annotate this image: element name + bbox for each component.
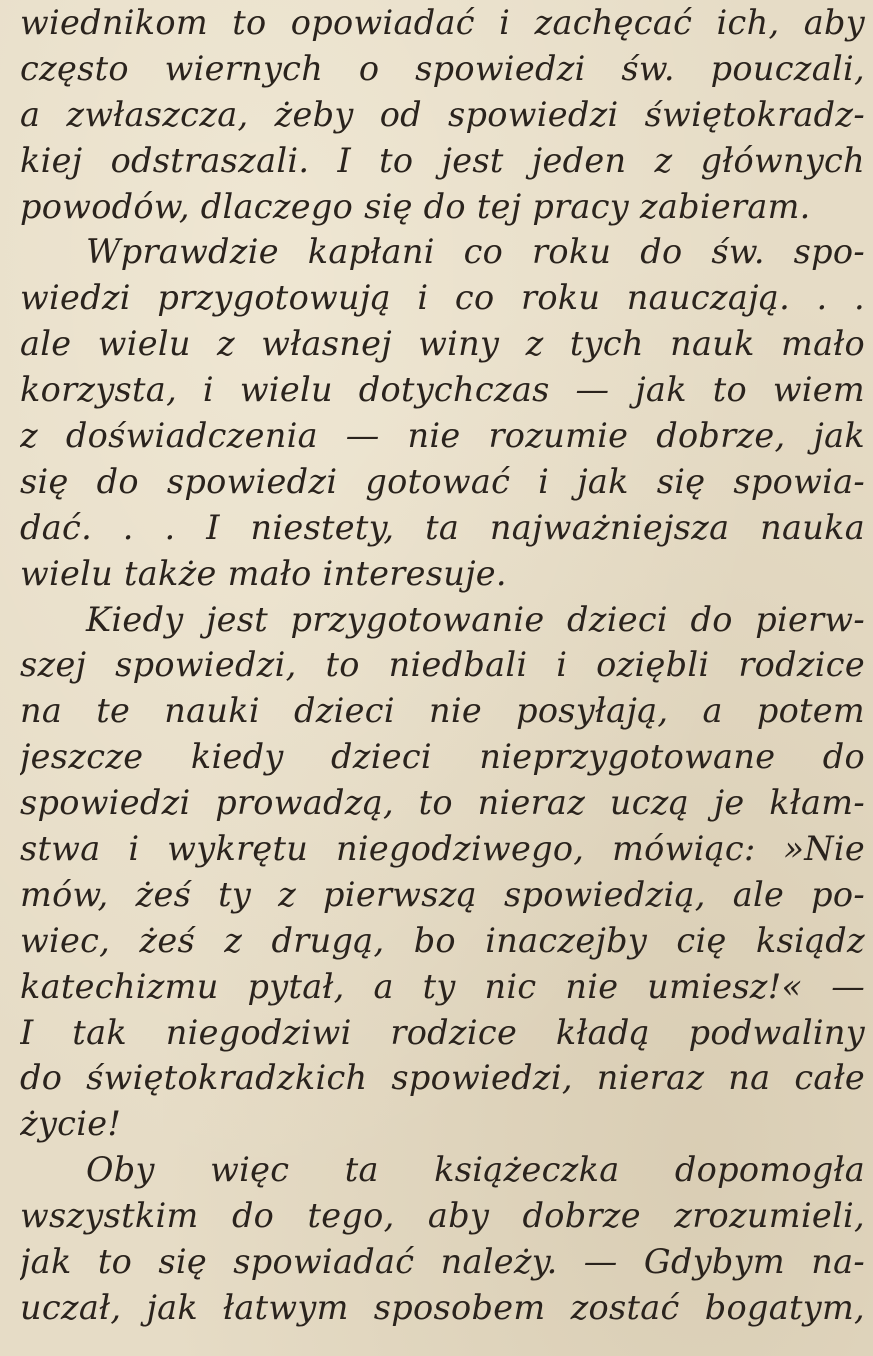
text-line: się do spowiedzi gotować i jak się spowia- bbox=[20, 461, 865, 501]
text-line: jeszcze kiedy dzieci nieprzygotowane do bbox=[20, 737, 865, 777]
text-line: katechizmu pytał, a ty nic nie umiesz!« — bbox=[20, 966, 865, 1006]
text-line: jak to się spowiadać należy. — Gdybym na- bbox=[20, 1242, 865, 1282]
text-line: wiednikom to opowiadać i zachęcać ich, aby bbox=[20, 3, 865, 42]
text-line: mów, żeś ty z pierwszą spowiedzią, ale po- bbox=[20, 874, 865, 914]
text-line: często wiernych o spowiedzi św. pouczali, bbox=[20, 48, 865, 88]
text-line: kiej odstraszali. I to jest jeden z głównych bbox=[20, 140, 865, 180]
text-line: korzysta, i wielu dotychczas — jak to wiem bbox=[20, 370, 865, 410]
text-line: a zwłaszcza, żeby od spowiedzi świętokradz- bbox=[20, 94, 865, 134]
text-line: powodów, dlaczego się do tej pracy zabieram. bbox=[20, 186, 811, 226]
text-line: wiec, żeś z drugą, bo inaczejby cię ksiądz bbox=[20, 920, 865, 960]
body-text bbox=[20, 0, 865, 1331]
text-line: wszystkim do tego, aby dobrze zrozumieli, bbox=[20, 1196, 865, 1236]
text-line: spowiedzi prowadzą, to nieraz uczą je kłam- bbox=[20, 783, 865, 823]
text-line: wiedzi przygotowują i co roku nauczają. . . bbox=[20, 278, 865, 318]
text-line: ale wielu z własnej winy z tych nauk mało bbox=[20, 324, 865, 364]
paragraph-start-line: Wprawdzie kapłani co roku do św. spo- bbox=[86, 232, 865, 272]
text-line: szej spowiedzi, to niedbali i oziębli rodzice bbox=[20, 645, 865, 685]
text-line: na te nauki dzieci nie posyłają, a potem bbox=[20, 691, 865, 731]
text-line: z doświadczenia — nie rozumie dobrze, jak bbox=[20, 416, 865, 456]
text-line: dać. . . I niestety, ta najważniejsza nauka bbox=[20, 507, 865, 547]
text-line: I tak niegodziwi rodzice kładą podwaliny bbox=[20, 1012, 865, 1052]
text-line: stwa i wykrętu niegodziwego, mówiąc: »Nie bbox=[20, 829, 865, 869]
paragraph-start-line: Oby więc ta książeczka dopomogła bbox=[86, 1150, 865, 1190]
paragraph-start-line: Kiedy jest przygotowanie dzieci do pierw- bbox=[86, 599, 865, 639]
text-line: życie! bbox=[20, 1104, 122, 1144]
text-line: uczał, jak łatwym sposobem zostać bogatym, bbox=[20, 1287, 865, 1327]
text-line: do świętokradzkich spowiedzi, nieraz na całe bbox=[20, 1058, 865, 1098]
text-line: wielu także mało interesuje. bbox=[20, 553, 507, 593]
